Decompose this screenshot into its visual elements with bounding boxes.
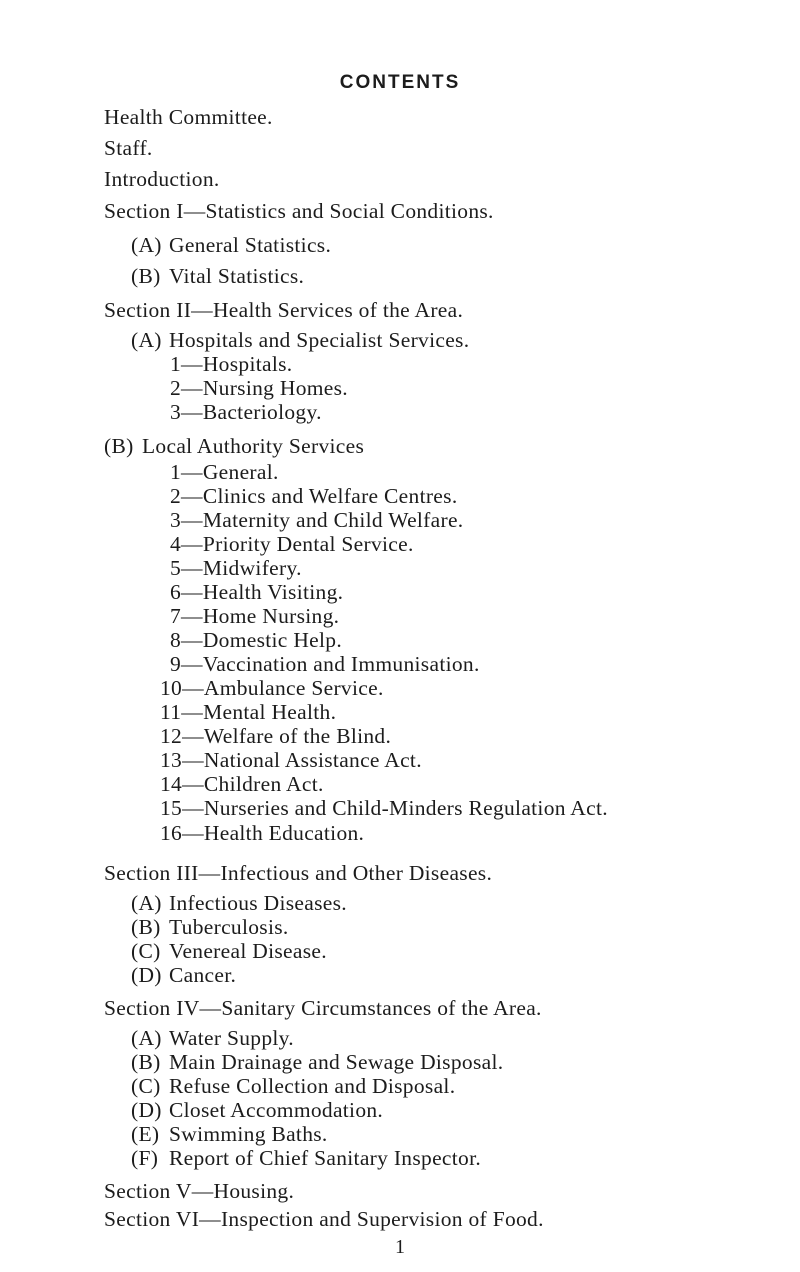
subsection-entry: (D) Cancer.	[131, 963, 237, 987]
page-title: CONTENTS	[339, 72, 461, 93]
subsection-entry: (B) Tuberculosis.	[131, 915, 289, 939]
numbered-entry: 7—Home Nursing.	[170, 604, 340, 628]
subsection-entry: (C) Refuse Collection and Disposal.	[131, 1074, 456, 1098]
entry-label: (E)	[131, 1122, 160, 1146]
subsection-entry: (F) Report of Chief Sanitary Inspector.	[131, 1146, 482, 1170]
numbered-entry: 5—Midwifery.	[170, 556, 302, 580]
numbered-entry: 2—Clinics and Welfare Centres.	[170, 484, 458, 508]
entry-label: (B)	[131, 915, 161, 939]
contents-entry: Health Committee.	[104, 105, 273, 129]
numbered-entry: 12—Welfare of the Blind.	[160, 724, 392, 748]
section-heading: Section II—Health Services of the Area.	[104, 298, 464, 322]
subsection-entry: (B) Local Authority Services	[104, 434, 365, 458]
entry-label: (D)	[131, 963, 162, 987]
subsection-entry: (B) Main Drainage and Sewage Disposal.	[131, 1050, 504, 1074]
entry-label: (B)	[131, 264, 161, 288]
entry-label: (A)	[131, 233, 162, 257]
numbered-entry: 8—Domestic Help.	[170, 628, 342, 652]
subsection-entry: (D) Closet Accommodation.	[131, 1098, 384, 1122]
numbered-entry: 1—Hospitals.	[170, 352, 293, 376]
numbered-entry: 3—Maternity and Child Welfare.	[170, 508, 464, 532]
entry-label: (B)	[131, 1050, 161, 1074]
numbered-entry: 6—Health Visiting.	[170, 580, 344, 604]
section-heading: Section V—Housing.	[104, 1179, 295, 1203]
numbered-entry: 11—Mental Health.	[160, 700, 337, 724]
numbered-entry: 13—National Assistance Act.	[160, 748, 422, 772]
numbered-entry: 14—Children Act.	[160, 772, 324, 796]
subsection-entry: (A) Hospitals and Specialist Services.	[131, 328, 470, 352]
entry-label: (A)	[131, 328, 162, 352]
page-number: 1	[395, 1236, 405, 1258]
entry-label: (A)	[131, 1026, 162, 1050]
contents-entry: Staff.	[104, 136, 153, 160]
numbered-entry: 2—Nursing Homes.	[170, 376, 348, 400]
numbered-entry: 1—General.	[170, 460, 279, 484]
numbered-entry: 3—Bacteriology.	[170, 400, 322, 424]
subsection-entry: (C) Venereal Disease.	[131, 939, 327, 963]
numbered-entry: 9—Vaccination and Immunisation.	[170, 652, 480, 676]
section-heading: Section III—Infectious and Other Diseases.	[104, 861, 493, 885]
section-heading: Section I—Statistics and Social Conditions.	[104, 199, 494, 223]
subsection-entry: (B) Vital Statistics.	[131, 264, 305, 288]
section-heading: Section VI—Inspection and Supervision of Food.	[104, 1207, 544, 1231]
numbered-entry: 4—Priority Dental Service.	[170, 532, 414, 556]
contents-entry: Introduction.	[104, 167, 220, 191]
numbered-entry: 15—Nurseries and Child-Minders Regulation Act.	[160, 796, 608, 820]
subsection-entry: (E) Swimming Baths.	[131, 1122, 328, 1146]
section-heading: Section IV—Sanitary Circumstances of the Area.	[104, 996, 542, 1020]
subsection-entry: (A) Infectious Diseases.	[131, 891, 347, 915]
entry-label: (C)	[131, 939, 161, 963]
subsection-entry: (A) General Statistics.	[131, 233, 332, 257]
numbered-entry: 16—Health Education.	[160, 821, 365, 845]
entry-label: (D)	[131, 1098, 162, 1122]
numbered-entry: 10—Ambulance Service.	[160, 676, 384, 700]
entry-label: (C)	[131, 1074, 161, 1098]
entry-label: (B)	[104, 434, 134, 458]
entry-label: (A)	[131, 891, 162, 915]
entry-label: (F)	[131, 1146, 159, 1170]
subsection-entry: (A) Water Supply.	[131, 1026, 294, 1050]
